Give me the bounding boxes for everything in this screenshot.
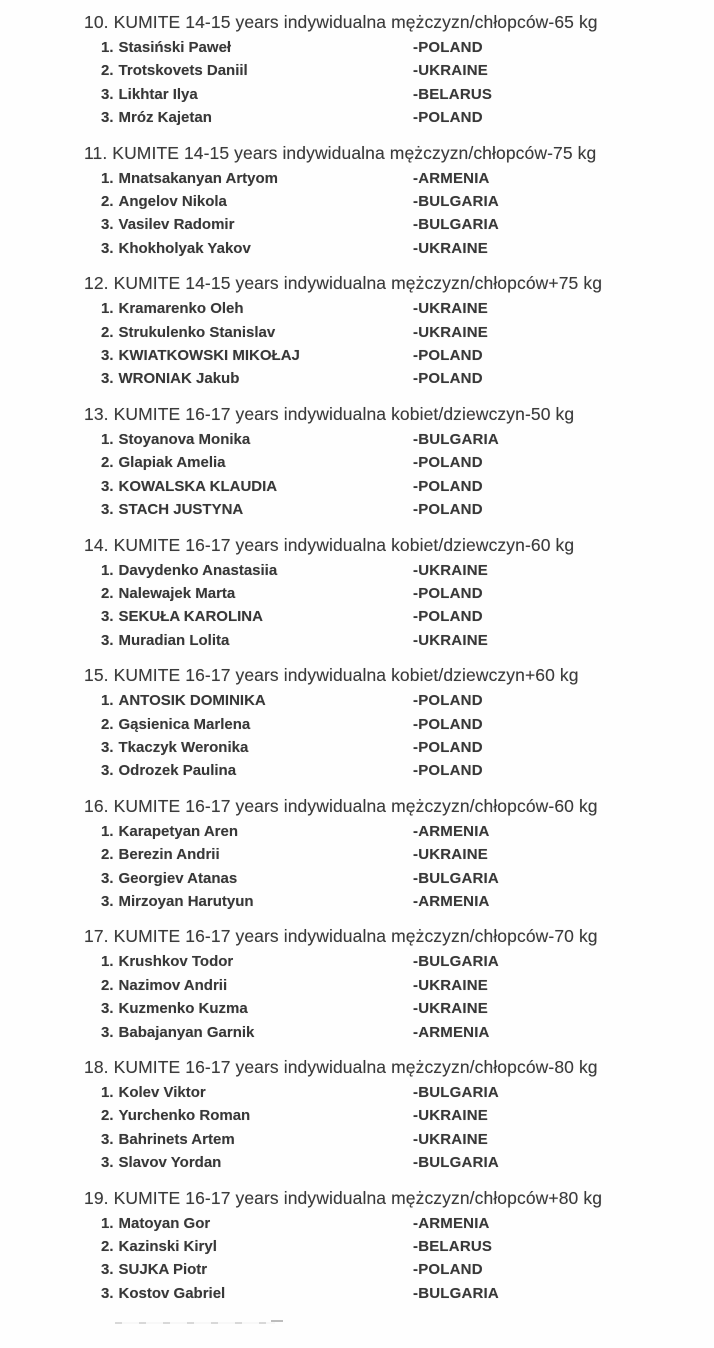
- competitor-cell: [101, 475, 413, 498]
- competitor-cell: [101, 582, 413, 605]
- place-number: 3.: [101, 608, 114, 626]
- competitor-cell: [101, 1258, 413, 1281]
- competitor-name: Kostov Gabriel: [118, 1284, 226, 1302]
- competitor-name: WRONIAK Jakub: [118, 370, 240, 388]
- result-row: [101, 1235, 690, 1258]
- place-number: 3.: [101, 1023, 114, 1041]
- competitor-name: Nazimov Andrii: [118, 976, 228, 994]
- result-row: [101, 367, 690, 390]
- country-name: -POLAND: [413, 738, 483, 756]
- result-row: [101, 1282, 690, 1305]
- place-number: 3.: [101, 1130, 114, 1148]
- category-section: [84, 1186, 690, 1306]
- category-section: [84, 141, 690, 261]
- competitor-cell: [101, 213, 413, 236]
- competitor-name: Bahrinets Artem: [118, 1130, 235, 1148]
- result-row: [101, 297, 690, 320]
- competitor-cell: [101, 59, 413, 82]
- country-name: -POLAND: [413, 501, 483, 519]
- place-number: 3.: [101, 892, 114, 910]
- place-number: 2.: [101, 1238, 114, 1256]
- competitor-cell: [101, 83, 413, 106]
- category-section: [84, 10, 690, 130]
- result-row: [101, 106, 690, 129]
- country-name: -POLAND: [413, 109, 483, 127]
- competitor-name: Muradian Lolita: [118, 631, 230, 649]
- result-row: [101, 1021, 690, 1044]
- country-name: -POLAND: [413, 762, 483, 780]
- result-row: [101, 321, 690, 344]
- place-number: 1.: [101, 692, 114, 710]
- result-row: [101, 237, 690, 260]
- country-name: -POLAND: [413, 715, 483, 733]
- result-row: [101, 582, 690, 605]
- competitor-name: Strukulenko Stanislav: [118, 323, 276, 341]
- result-row: [101, 713, 690, 736]
- category-title: 13. KUMITE 16-17 years indywidualna kobiet/dziewczyn-50 kg: [84, 403, 575, 424]
- place-number: 3.: [101, 370, 114, 388]
- competitor-cell: [101, 498, 413, 521]
- country-name: -POLAND: [413, 39, 483, 56]
- place-number: 3.: [101, 738, 114, 756]
- category-title: 14. KUMITE 16-17 years indywidualna kobiet/dziewczyn-60 kg: [84, 534, 575, 555]
- competitor-cell: [101, 843, 413, 866]
- country-name: -ARMENIA: [413, 822, 490, 840]
- result-row: [101, 759, 690, 782]
- country-name: -BULGARIA: [413, 1154, 499, 1172]
- result-row: [101, 83, 690, 106]
- country-name: -POLAND: [413, 347, 483, 365]
- place-number: 1.: [101, 430, 114, 448]
- category-title: 19. KUMITE 16-17 years indywidualna mężczyzn/chłopców+80 kg: [84, 1187, 603, 1208]
- competitor-name: Mnatsakanyan Artyom: [118, 169, 279, 187]
- result-row: [101, 1151, 690, 1174]
- place-number: 3.: [101, 1000, 114, 1018]
- competitor-name: Trotskovets Daniil: [118, 62, 248, 80]
- place-number: 3.: [101, 631, 114, 649]
- competitor-cell: [101, 820, 413, 843]
- category-section: [84, 794, 690, 914]
- category-title: 15. KUMITE 16-17 years indywidualna kobiet/dziewczyn+60 kg: [84, 665, 579, 686]
- competitor-cell: [101, 237, 413, 260]
- place-number: 3.: [101, 1284, 114, 1302]
- scan-smudge-dot: [271, 1320, 283, 1322]
- competitor-name: Vasilev Radomir: [118, 216, 235, 234]
- competitor-name: Georgiev Atanas: [118, 869, 238, 887]
- competitor-name: STACH JUSTYNA: [118, 501, 244, 519]
- category-entries: [101, 950, 690, 1044]
- category-entries: [101, 1081, 690, 1175]
- country-name: -BULGARIA: [413, 1284, 499, 1302]
- country-name: -POLAND: [413, 692, 483, 710]
- competitor-name: SUJKA Piotr: [118, 1261, 208, 1279]
- competitor-name: Mróz Kajetan: [118, 109, 212, 127]
- competitor-name: Stasiński Paweł: [118, 39, 232, 56]
- competitor-cell: [101, 344, 413, 367]
- category-title: 17. KUMITE 16-17 years indywidualna mężczyzn/chłopców-70 kg: [84, 926, 598, 947]
- competitor-name: KOWALSKA KLAUDIA: [118, 477, 278, 495]
- place-number: 2.: [101, 1107, 114, 1125]
- competitor-cell: [101, 367, 413, 390]
- competitor-cell: [101, 36, 413, 59]
- country-name: -BULGARIA: [413, 953, 499, 971]
- country-name: -UKRAINE: [413, 631, 488, 649]
- competitor-cell: [101, 559, 413, 582]
- competitor-name: Babajanyan Garnik: [118, 1023, 255, 1041]
- result-row: [101, 36, 690, 59]
- country-name: -POLAND: [413, 584, 483, 602]
- country-name: -BULGARIA: [413, 1084, 499, 1101]
- competitor-name: Khokholyak Yakov: [118, 239, 251, 257]
- country-name: -BULGARIA: [413, 869, 499, 887]
- competitor-name: Davydenko Anastasiia: [118, 561, 278, 579]
- competitor-cell: [101, 1021, 413, 1044]
- competitor-name: Angelov Nikola: [118, 193, 227, 211]
- category-entries: [101, 167, 690, 261]
- competitor-name: KWIATKOWSKI MIKOŁAJ: [118, 347, 300, 365]
- result-row: [101, 498, 690, 521]
- country-name: -UKRAINE: [413, 323, 488, 341]
- country-name: -ARMENIA: [413, 1214, 490, 1232]
- competitor-cell: [101, 1282, 413, 1305]
- country-name: -UKRAINE: [413, 300, 488, 318]
- scan-smudge-artifact: [115, 1322, 275, 1324]
- competitor-name: SEKUŁA KAROLINA: [118, 608, 263, 626]
- competitor-name: Mirzoyan Harutyun: [118, 892, 254, 910]
- place-number: 3.: [101, 501, 114, 519]
- result-row: [101, 1104, 690, 1127]
- result-row: [101, 1212, 690, 1235]
- result-row: [101, 736, 690, 759]
- category-entries: [101, 559, 690, 653]
- category-section: [84, 663, 690, 783]
- competitor-cell: [101, 629, 413, 652]
- place-number: 2.: [101, 715, 114, 733]
- result-row: [101, 605, 690, 628]
- place-number: 3.: [101, 347, 114, 365]
- place-number: 1.: [101, 39, 114, 56]
- competitor-cell: [101, 297, 413, 320]
- place-number: 3.: [101, 477, 114, 495]
- result-row: [101, 428, 690, 451]
- competitor-cell: [101, 867, 413, 890]
- result-row: [101, 1081, 690, 1104]
- country-name: -BULGARIA: [413, 430, 499, 448]
- category-title: 11. KUMITE 14-15 years indywidualna mężczyzn/chłopców-75 kg: [84, 142, 597, 163]
- category-section: [84, 271, 690, 391]
- country-name: -UKRAINE: [413, 1000, 488, 1018]
- category-title: 16. KUMITE 16-17 years indywidualna mężczyzn/chłopców-60 kg: [84, 795, 598, 816]
- country-name: -ARMENIA: [413, 892, 490, 910]
- place-number: 1.: [101, 300, 114, 318]
- result-row: [101, 190, 690, 213]
- competitor-cell: [101, 167, 413, 190]
- category-entries: [101, 689, 690, 783]
- category-entries: [101, 1212, 690, 1306]
- result-row: [101, 843, 690, 866]
- competitor-name: Karapetyan Aren: [118, 822, 239, 840]
- competitor-cell: [101, 1235, 413, 1258]
- competitor-cell: [101, 451, 413, 474]
- place-number: 3.: [101, 216, 114, 234]
- place-number: 2.: [101, 62, 114, 80]
- country-name: -UKRAINE: [413, 846, 488, 864]
- country-name: -ARMENIA: [413, 1023, 490, 1041]
- competitor-name: Kazinski Kiryl: [118, 1238, 217, 1256]
- category-section: [84, 1055, 690, 1175]
- competitor-name: Krushkov Todor: [118, 953, 234, 971]
- competitor-name: Gąsienica Marlena: [118, 715, 251, 733]
- competitor-cell: [101, 1128, 413, 1151]
- competitor-name: Glapiak Amelia: [118, 454, 226, 472]
- competitor-cell: [101, 689, 413, 712]
- category-entries: [101, 36, 690, 130]
- category-entries: [101, 428, 690, 522]
- country-name: -BULGARIA: [413, 193, 499, 211]
- country-name: -POLAND: [413, 477, 483, 495]
- country-name: -POLAND: [413, 370, 483, 388]
- competitor-cell: [101, 1081, 413, 1104]
- result-row: [101, 475, 690, 498]
- competitor-name: Kolev Viktor: [118, 1084, 206, 1101]
- competitor-cell: [101, 736, 413, 759]
- result-row: [101, 451, 690, 474]
- place-number: 3.: [101, 239, 114, 257]
- competitor-cell: [101, 974, 413, 997]
- country-name: -POLAND: [413, 454, 483, 472]
- category-entries: [101, 820, 690, 914]
- result-row: [101, 974, 690, 997]
- result-row: [101, 997, 690, 1020]
- result-row: [101, 1128, 690, 1151]
- competitor-name: Stoyanova Monika: [118, 430, 251, 448]
- competitor-name: Nalewajek Marta: [118, 584, 236, 602]
- place-number: 3.: [101, 762, 114, 780]
- competitor-name: Kuzmenko Kuzma: [118, 1000, 248, 1018]
- competitor-cell: [101, 1212, 413, 1235]
- competitor-name: Odrozek Paulina: [118, 762, 237, 780]
- country-name: -BELARUS: [413, 1238, 493, 1256]
- place-number: 2.: [101, 323, 114, 341]
- result-row: [101, 213, 690, 236]
- category-entries: [101, 297, 690, 391]
- competitor-cell: [101, 1104, 413, 1127]
- competitor-cell: [101, 950, 413, 973]
- country-name: -UKRAINE: [413, 976, 488, 994]
- result-row: [101, 867, 690, 890]
- place-number: 1.: [101, 561, 114, 579]
- result-row: [101, 1258, 690, 1281]
- result-row: [101, 344, 690, 367]
- place-number: 3.: [101, 109, 114, 127]
- category-section: [84, 924, 690, 1044]
- result-row: [101, 167, 690, 190]
- country-name: -UKRAINE: [413, 239, 488, 257]
- result-row: [101, 890, 690, 913]
- competitor-cell: [101, 997, 413, 1020]
- country-name: -BULGARIA: [413, 216, 499, 234]
- results-list: [84, 10, 690, 1316]
- category-title: 10. KUMITE 14-15 years indywidualna mężczyzn/chłopców-65 kg: [84, 12, 598, 32]
- country-name: -UKRAINE: [413, 1107, 488, 1125]
- place-number: 1.: [101, 822, 114, 840]
- result-row: [101, 59, 690, 82]
- place-number: 1.: [101, 1084, 114, 1101]
- category-section: [84, 402, 690, 522]
- competitor-name: Slavov Yordan: [118, 1154, 222, 1172]
- competitor-cell: [101, 1151, 413, 1174]
- competitor-name: Yurchenko Roman: [118, 1107, 251, 1125]
- place-number: 2.: [101, 584, 114, 602]
- competitor-name: Matoyan Gor: [118, 1214, 211, 1232]
- competitor-cell: [101, 890, 413, 913]
- competitor-cell: [101, 428, 413, 451]
- country-name: -UKRAINE: [413, 561, 488, 579]
- competitor-cell: [101, 321, 413, 344]
- place-number: 2.: [101, 976, 114, 994]
- place-number: 2.: [101, 454, 114, 472]
- competitor-cell: [101, 759, 413, 782]
- country-name: -UKRAINE: [413, 1130, 488, 1148]
- place-number: 2.: [101, 193, 114, 211]
- result-row: [101, 689, 690, 712]
- competitor-name: Berezin Andrii: [118, 846, 220, 864]
- competitor-name: Kramarenko Oleh: [118, 300, 244, 318]
- place-number: 3.: [101, 1261, 114, 1279]
- place-number: 3.: [101, 869, 114, 887]
- competitor-cell: [101, 190, 413, 213]
- competitor-cell: [101, 713, 413, 736]
- category-title: 18. KUMITE 16-17 years indywidualna mężczyzn/chłopców-80 kg: [84, 1057, 598, 1077]
- place-number: 3.: [101, 85, 114, 103]
- country-name: -POLAND: [413, 608, 483, 626]
- result-row: [101, 629, 690, 652]
- result-row: [101, 950, 690, 973]
- result-row: [101, 559, 690, 582]
- country-name: -UKRAINE: [413, 62, 488, 80]
- competitor-name: Tkaczyk Weronika: [118, 738, 249, 756]
- result-row: [101, 820, 690, 843]
- country-name: -BELARUS: [413, 85, 493, 103]
- place-number: 3.: [101, 1154, 114, 1172]
- competitor-name: Likhtar Ilya: [118, 85, 198, 103]
- country-name: -ARMENIA: [413, 169, 490, 187]
- place-number: 2.: [101, 846, 114, 864]
- category-section: [84, 533, 690, 653]
- country-name: -POLAND: [413, 1261, 483, 1279]
- competitor-name: ANTOSIK DOMINIKA: [118, 692, 266, 710]
- category-title: 12. KUMITE 14-15 years indywidualna mężczyzn/chłopców+75 kg: [84, 273, 603, 294]
- place-number: 1.: [101, 169, 114, 187]
- competitor-cell: [101, 106, 413, 129]
- competitor-cell: [101, 605, 413, 628]
- place-number: 1.: [101, 1214, 114, 1232]
- place-number: 1.: [101, 953, 114, 971]
